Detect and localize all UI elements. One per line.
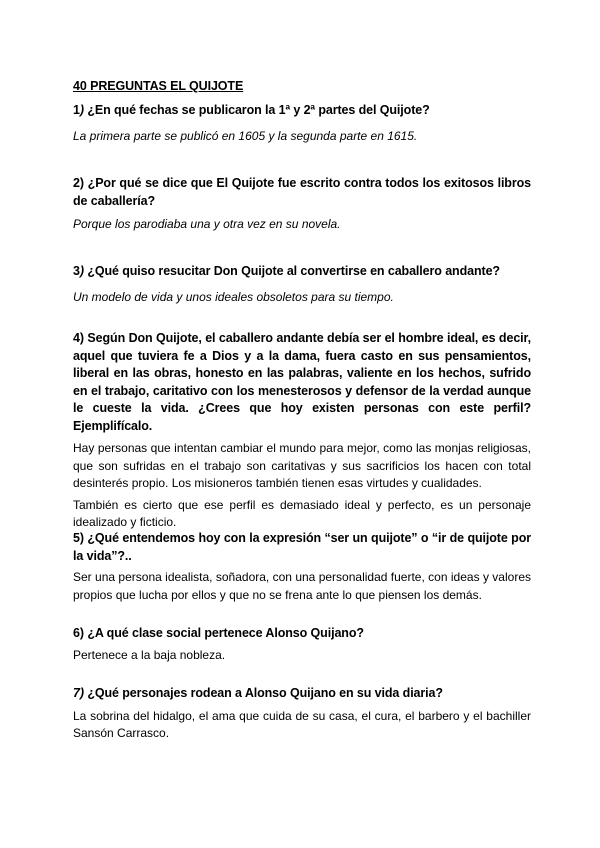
question-text: ¿Por qué se dice que El Quijote fue escrito contra todos los exitosos libros de caballería?	[73, 176, 531, 208]
question-5	[73, 530, 531, 565]
answer-5: Ser una persona idealista, soñadora, con una personalidad fuerte, con ideas y valores propios que lucha por ellos y que no se frena ante lo que piensen los demás.	[73, 570, 531, 602]
question-block-1	[73, 102, 531, 145]
question-text: ¿En qué fechas se publicaron la 1ª y 2ª partes del Quijote?	[87, 103, 430, 117]
question-number: 3)	[73, 264, 84, 278]
answer-4-paragraph-1: Hay personas que intentan cambiar el mundo para mejor, como las monjas religiosas, que son sufridas en el trabajo son caritativas y sus sacrificios los hacen con total desinterés propio. Los misioneros también tienen esas virtudes y cualidades.	[73, 441, 531, 490]
question-3	[73, 263, 531, 281]
question-1	[73, 102, 531, 120]
question-number: 1)	[73, 103, 84, 117]
question-number: 5)	[73, 531, 84, 545]
answer-2: Porque los parodiaba una y otra vez en su novela.	[73, 217, 341, 231]
question-block-5	[73, 530, 531, 604]
answer-6: Pertenece a la baja nobleza.	[73, 647, 226, 662]
question-6	[73, 625, 531, 643]
answer-4-paragraph-2: También es cierto que ese perfil es demasiado ideal y perfecto, es un personaje idealizado y ficticio.	[73, 497, 531, 529]
question-number: 6)	[73, 626, 84, 640]
question-block-7	[73, 685, 531, 743]
answer-3: Un modelo de vida y unos ideales obsoletos para su tiempo.	[73, 289, 394, 304]
question-block-2	[73, 175, 531, 234]
question-block-3	[73, 263, 531, 306]
question-text: ¿Qué personajes rodean a Alonso Quijano en su vida diaria?	[87, 686, 443, 700]
question-4	[73, 330, 531, 435]
question-text: ¿Qué quiso resucitar Don Quijote al convertirse en caballero andante?	[87, 264, 500, 278]
question-2	[73, 175, 531, 210]
document-title: 40 PREGUNTAS EL QUIJOTE	[73, 79, 244, 93]
question-number: 2)	[73, 176, 84, 190]
question-text: ¿Qué entendemos hoy con la expresión “ser un quijote” o “ir de quijote por la vida”?..	[73, 531, 531, 563]
question-number: 4)	[73, 331, 84, 345]
question-number: 7)	[73, 686, 84, 700]
question-text: Según Don Quijote, el caballero andante debía ser el hombre ideal, es decir, aquel que tuviera fe a Dios y a la dama, fuera casto en sus pensamientos, liberal en las obras, honesto en las palabras, valiente en los hechos, sufrido en el trabajo, caritativo con los menesterosos y defensor de la verdad aunque le cueste la vida. ¿Crees que hoy existen personas con este perfil? Ejemplifícalo.	[73, 331, 531, 433]
answer-7: La sobrina del hidalgo, el ama que cuida de su casa, el cura, el barbero y el bachiller Sansón Carrasco.	[73, 708, 531, 740]
question-7	[73, 685, 531, 703]
question-text: ¿A qué clase social pertenece Alonso Quijano?	[87, 626, 364, 640]
question-block-4	[73, 330, 531, 532]
answer-1: La primera parte se publicó en 1605 y la segunda parte en 1615.	[73, 128, 418, 143]
question-block-6	[73, 625, 531, 664]
